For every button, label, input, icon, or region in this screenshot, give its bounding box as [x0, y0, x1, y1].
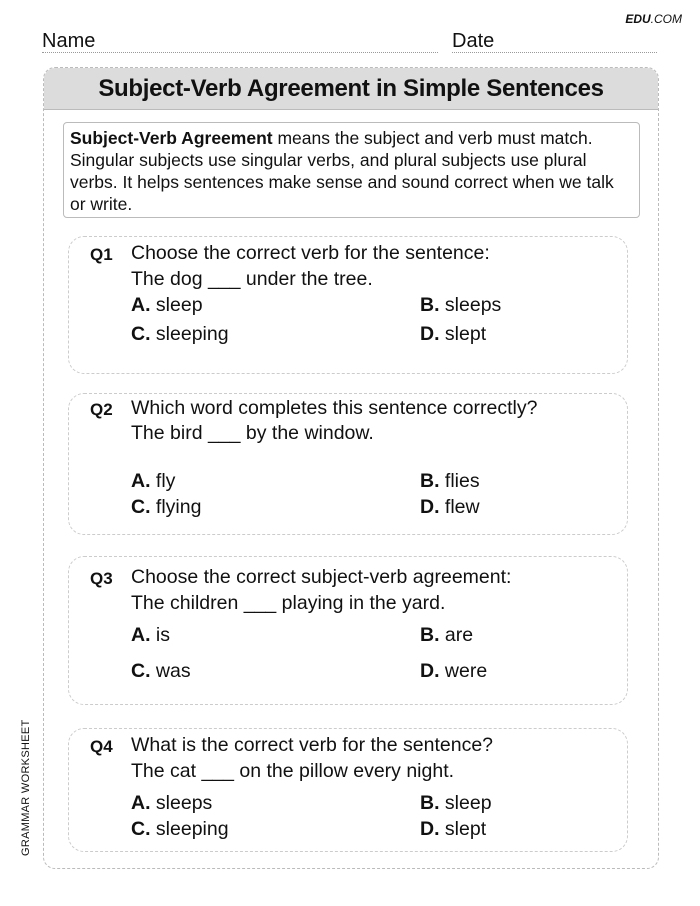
- question-number-wrap: [90, 397, 113, 422]
- answer-option[interactable]: A. fly: [131, 470, 176, 492]
- answer-option[interactable]: A. is: [131, 624, 171, 646]
- question-number-wrap: [90, 566, 113, 591]
- answer-option[interactable]: C. flying: [131, 496, 202, 518]
- answer-option[interactable]: B. are: [420, 624, 474, 646]
- name-field[interactable]: [42, 30, 438, 53]
- question-number-wrap: [90, 242, 113, 267]
- question-sentence: The bird ___ by the window.: [131, 422, 374, 444]
- answer-option[interactable]: D. slept: [420, 818, 487, 840]
- question-number: Q4: [90, 737, 113, 756]
- answer-option[interactable]: D. were: [420, 660, 488, 682]
- answer-option[interactable]: C. was: [131, 660, 191, 682]
- date-label: Date: [452, 30, 495, 52]
- question-sentence: The dog ___ under the tree.: [131, 268, 373, 290]
- answer-option[interactable]: D. slept: [420, 323, 487, 345]
- question-number: Q1: [90, 245, 113, 264]
- answer-option[interactable]: A. sleeps: [131, 792, 213, 814]
- question-sentence: The cat ___ on the pillow every night.: [131, 760, 455, 782]
- question-prompt: Which word completes this sentence correctly?: [131, 397, 538, 419]
- edu-logo: EDU.COM: [625, 12, 682, 26]
- answer-option[interactable]: C. sleeping: [131, 818, 229, 840]
- answer-option[interactable]: C. sleeping: [131, 323, 229, 345]
- question-prompt: Choose the correct subject-verb agreement:: [131, 566, 512, 588]
- answer-option[interactable]: A. sleep: [131, 294, 203, 316]
- question-number-wrap: [90, 734, 113, 759]
- question-prompt: Choose the correct verb for the sentence:: [131, 242, 490, 264]
- intro-box: Subject-Verb Agreement means the subject and verb must match. Singular subjects use singular verbs, and plural subjects use plural verbs. It helps sentences make sense and sound correct when we talk or write.: [63, 122, 640, 218]
- question-prompt: What is the correct verb for the sentence?: [131, 734, 494, 756]
- question-sentence: The children ___ playing in the yard.: [131, 592, 446, 614]
- answer-option[interactable]: B. flies: [420, 470, 480, 492]
- answer-option[interactable]: D. flew: [420, 496, 480, 518]
- date-field[interactable]: [452, 30, 657, 53]
- page-title: Subject-Verb Agreement in Simple Sentences: [44, 68, 658, 110]
- side-label: GRAMMAR WORKSHEET: [20, 719, 32, 856]
- question-number: Q3: [90, 569, 113, 588]
- name-label: Name: [42, 30, 96, 52]
- answer-option[interactable]: B. sleep: [420, 792, 492, 814]
- question-number: Q2: [90, 400, 113, 419]
- answer-option[interactable]: B. sleeps: [420, 294, 502, 316]
